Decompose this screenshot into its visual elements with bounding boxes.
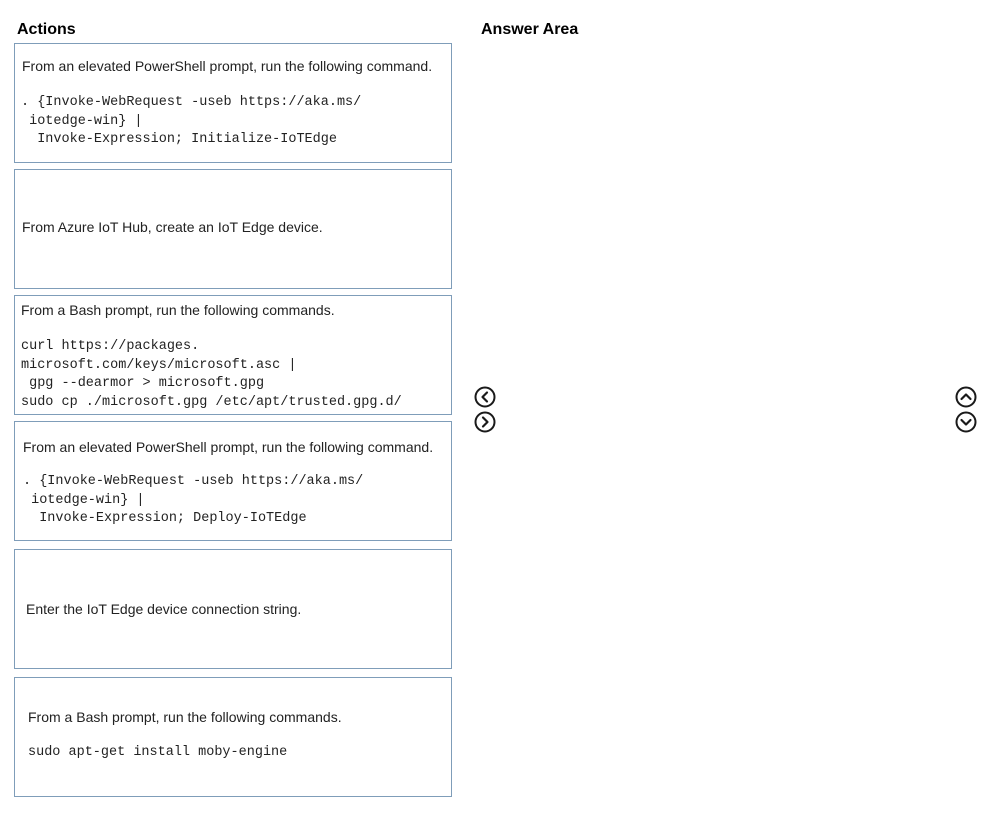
move-left-button[interactable] — [474, 386, 496, 408]
move-right-button[interactable] — [474, 411, 496, 433]
chevron-down-circle-icon — [955, 411, 977, 433]
action-code: . {Invoke-WebRequest -useb https://aka.ms/ iotedge-win} | Invoke-Expression; Initialize-IoTEdge — [21, 95, 362, 147]
actions-heading: Actions — [17, 21, 76, 38]
action-description: From Azure IoT Hub, create an IoT Edge device. — [22, 219, 323, 235]
action-card-3[interactable] — [14, 295, 452, 415]
action-code: curl https://packages. microsoft.com/keys/microsoft.asc | gpg --dearmor > microsoft.gpg sudo cp ./microsoft.gpg /etc/apt/trusted.gpg.d/ — [21, 339, 402, 410]
chevron-right-circle-icon — [474, 411, 496, 433]
action-card-1[interactable] — [14, 43, 452, 163]
move-down-button[interactable] — [955, 411, 977, 433]
action-description: From an elevated PowerShell prompt, run the following command. — [23, 439, 434, 455]
action-description: From a Bash prompt, run the following commands. — [21, 302, 335, 318]
chevron-up-circle-icon — [955, 386, 977, 408]
action-card-4[interactable] — [14, 421, 452, 541]
action-card-2[interactable] — [14, 169, 452, 289]
action-description: From an elevated PowerShell prompt, run the following command. — [22, 58, 433, 74]
answer-area-heading: Answer Area — [481, 21, 579, 38]
action-description: Enter the IoT Edge device connection string. — [26, 601, 302, 617]
action-card-5[interactable] — [14, 549, 452, 669]
action-code: sudo apt-get install moby-engine — [28, 745, 288, 760]
action-description: From a Bash prompt, run the following commands. — [28, 709, 342, 725]
action-card-6[interactable] — [14, 677, 452, 797]
move-up-button[interactable] — [955, 386, 977, 408]
action-code: . {Invoke-WebRequest -useb https://aka.ms/ iotedge-win} | Invoke-Expression; Deploy-IoTEdge — [23, 474, 364, 526]
chevron-left-circle-icon — [474, 386, 496, 408]
